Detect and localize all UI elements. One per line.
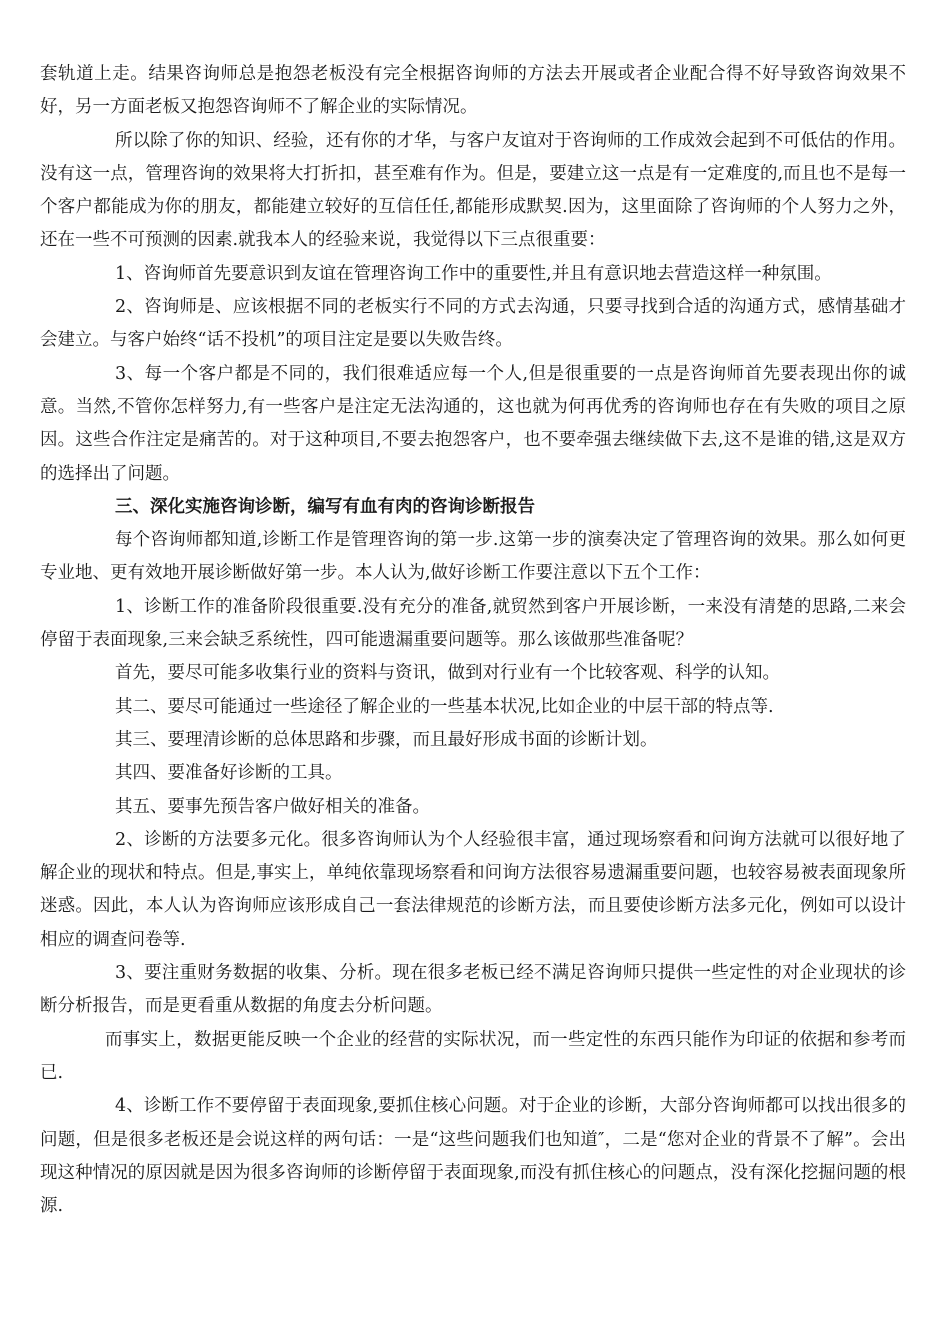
paragraph-friendship-importance: 所以除了你的知识、经验，还有你的才华，与客户友谊对于咨询师的工作成效会起到不可低估的作用。没有这一点，管理咨询的效果将大打折扣，甚至难有作为。但是，要建立这一点是有一定难度的,而且也不是每一个客户都能成为你的朋友，都能建立较好的互信任任,都能形成默契.因为，这里面除了咨询师的个人努力之外，还在一些不可预测的因素.就我本人的经验来说，我觉得以下三点很重要： — [40, 130, 906, 251]
paragraph-continuation: 套轨道上走。结果咨询师总是抱怨老板没有完全根据咨询师的方法去开展或者企业配合得不好导致咨询效果不好，另一方面老板又抱怨咨询师不了解企业的实际情况。 — [40, 64, 906, 118]
sub-item-third: 其三、要理清诊断的总体思路和步骤，而且最好形成书面的诊断计划。 — [115, 729, 658, 750]
paragraph-diagnosis-intro: 每个咨询师都知道,诊断工作是管理咨询的第一步.这第一步的演奏决定了管理咨询的效果。那么如何更专业地、更有效地开展诊断做好第一步。本人认为,做好诊断工作要注意以下五个工作： — [40, 530, 906, 584]
list-item-diagnosis-2: 2、诊断的方法要多元化。很多咨询师认为个人经验很丰富，通过现场察看和问询方法就可以很好地了解企业的现状和特点。但是,事实上，单纯依靠现场察看和问询方法很容易遗漏重要问题，也较容易被表面现象所迷惑。因此，本人认为咨询师应该形成自己一套法律规范的诊断方法，而且要使诊断方法多元化，例如可以设计相应的调查问卷等. — [40, 829, 906, 950]
list-item-1: 1、咨询师首先要意识到友谊在管理咨询工作中的重要性,并且有意识地去营造这样一种氛围。 — [115, 263, 832, 284]
list-item-2: 2、咨询师是、应该根据不同的老板实行不同的方式去沟通，只要寻找到合适的沟通方式，感情基础才会建立。与客户始终“话不投机”的项目注定是要以失败告终。 — [40, 297, 906, 351]
list-item-diagnosis-3: 3、要注重财务数据的收集、分析。现在很多老板已经不满足咨询师只提供一些定性的对企业现状的诊断分析报告，而是更看重从数据的角度去分析问题。 — [40, 963, 906, 1017]
list-item-3: 3、每一个客户都是不同的，我们很难适应每一个人,但是很重要的一点是咨询师首先要表现出你的诚意。当然,不管你怎样努力,有一些客户是注定无法沟通的，这也就为何再优秀的咨询师也存在有失败的项目之原因。这些合作注定是痛苦的。对于这种项目,不要去抱怨客户，也不要牵强去继续做下去,这不是谁的错,这是双方的选择出了问题。 — [40, 363, 906, 484]
section-heading: 三、深化实施咨询诊断，编写有血有肉的咨询诊断报告 — [115, 496, 535, 517]
paragraph-data-reflection: 而事实上，数据更能反映一个企业的经营的实际状况，而一些定性的东西只能作为印证的依据和参考而已. — [40, 1029, 906, 1083]
sub-item-fifth: 其五、要事先预告客户做好相关的准备。 — [115, 796, 430, 817]
list-item-diagnosis-1: 1、诊断工作的准备阶段很重要.没有充分的准备,就贸然到客户开展诊断，一来没有清楚的思路,二来会停留于表面现象,三来会缺乏系统性，四可能遗漏重要问题等。那么该做那些准备呢？ — [40, 596, 906, 651]
list-item-diagnosis-4: 4、诊断工作不要停留于表面现象,要抓住核心问题。对于企业的诊断，大部分咨询师都可以找出很多的问题，但是很多老板还是会说这样的两句话：一是“这些问题我们也知道″，二是“您对企业的背景不了解”。会出现这种情况的原因就是因为很多咨询师的诊断停留于表面现象,而没有抓住核心的问题点，没有深化挖掘问题的根源. — [40, 1096, 906, 1217]
document-body — [40, 58, 906, 1223]
sub-item-second: 其二、要尽可能通过一些途径了解企业的一些基本状况,比如企业的中层干部的特点等. — [115, 696, 774, 717]
sub-item-first: 首先，要尽可能多收集行业的资料与资讯，做到对行业有一个比较客观、科学的认知。 — [115, 663, 780, 684]
sub-item-fourth: 其四、要准备好诊断的工具。 — [115, 763, 343, 784]
